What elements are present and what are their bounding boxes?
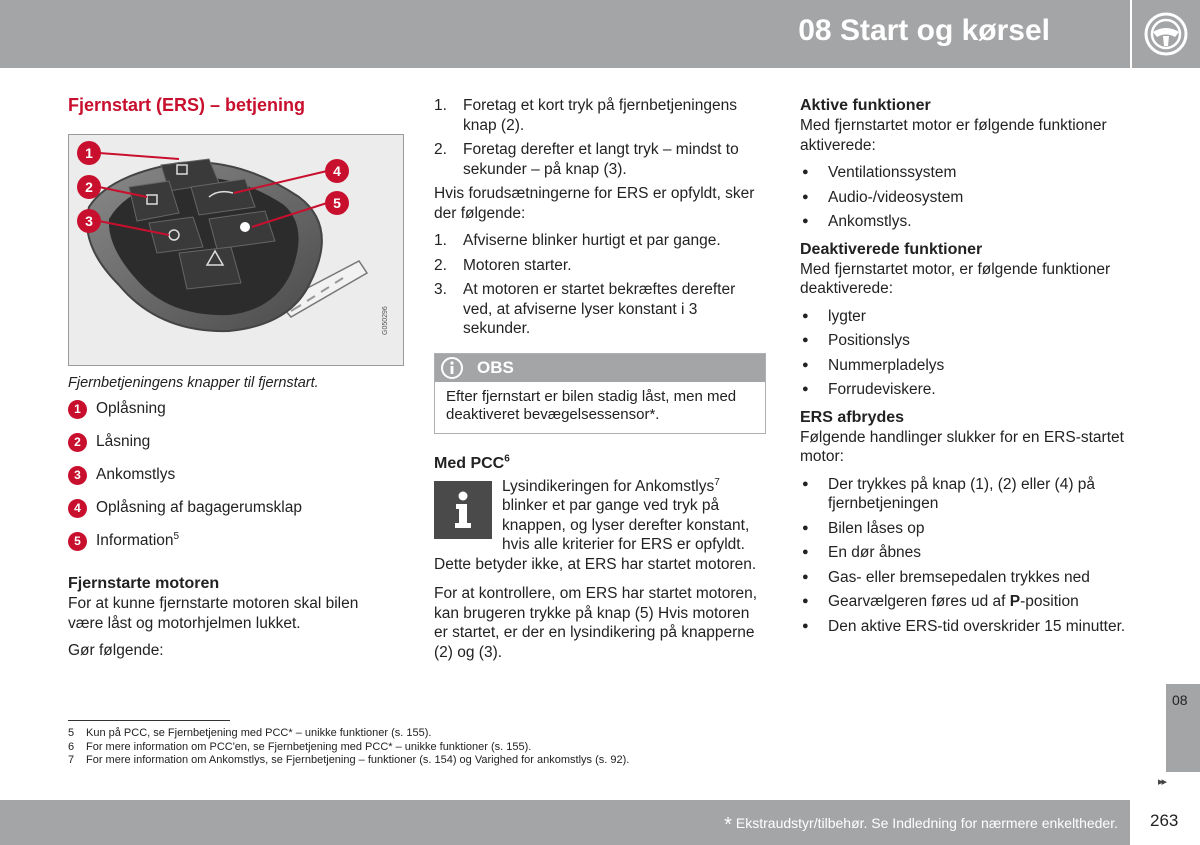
section-title: Fjernstart (ERS) – betjening xyxy=(68,95,306,115)
legend-number: 2 xyxy=(68,433,87,452)
legend-number: 1 xyxy=(68,400,87,419)
list-item: ● Ventilationssystem xyxy=(800,163,1130,183)
step-item xyxy=(434,96,766,135)
list-item: ● Positionslys xyxy=(800,331,1130,351)
callout-5 xyxy=(325,191,349,215)
pcc-text-b: blinker et par gange ved tryk på knappen, og lyser derefter konstant, hvis alle kriterier for ERS er opfyldt. xyxy=(502,497,750,553)
next-page-arrows-icon: ▸▸ xyxy=(1158,776,1166,788)
list-item: ● En dør åbnes xyxy=(800,543,1130,563)
paragraph: Med fjernstartet motor er følgende funktioner aktiverede: xyxy=(800,117,1107,154)
remote-key-illustration xyxy=(69,135,403,365)
paragraph: For at kontrollere, om ERS har startet motoren, kan brugeren trykke på knap (5) Hvis motoren er startet, er der en lysindikering på knapperne (2) og (3). xyxy=(434,585,758,661)
legend-label-text: Information xyxy=(96,532,174,549)
paragraph: Gør følgende: xyxy=(68,642,164,659)
subheading-deactivated: Deaktiverede funktioner xyxy=(800,240,983,258)
step-number: 2. xyxy=(434,141,447,158)
subheading-remote-start: Fjernstarte motoren xyxy=(68,575,220,592)
subheading-active: Aktive funktioner xyxy=(800,97,931,114)
footnote-ref: 7 xyxy=(714,476,720,488)
chapter-title: 08 Start og kørsel xyxy=(798,14,1050,47)
legend-number: 3 xyxy=(68,466,87,485)
column-right xyxy=(800,96,1130,644)
step-number: 3. xyxy=(434,281,447,298)
step-text: At motoren er startet bekræftes derefter ved, at afviserne lyser konstant i 3 sekunder. xyxy=(463,281,736,337)
asterisk: * xyxy=(724,814,732,836)
result-steps xyxy=(434,231,766,339)
list-item: ● lygter xyxy=(800,307,1130,327)
list-item: ● Audio-/videosystem xyxy=(800,188,1130,208)
svg-text:4: 4 xyxy=(333,162,341,179)
step-number: 2. xyxy=(434,256,447,274)
legend-label: Oplåsning xyxy=(96,400,166,417)
gear-text-a: Gearvælgeren føres ud af xyxy=(828,593,1010,610)
step-item xyxy=(434,231,766,251)
paragraph: For at kunne fjernstarte motoren skal bilen være låst og motorhjelmen lukket. xyxy=(68,595,359,632)
footnote-text: For mere information om Ankomstlys, se Fjernbetjening – funktioner (s. 154) og Varighed for ankomstlys (s. 92). xyxy=(86,754,630,766)
callout-2 xyxy=(77,175,101,199)
figure-caption: Fjernbetjeningens knapper til fjernstart. xyxy=(68,374,319,391)
figure-code: G050296 xyxy=(382,305,389,335)
legend-item xyxy=(68,432,378,465)
obs-header xyxy=(435,354,765,382)
footnote-ref: 6 xyxy=(504,453,510,465)
chapter-tab xyxy=(1166,684,1200,772)
obs-label: OBS xyxy=(477,357,514,377)
footnote-rule xyxy=(68,720,230,721)
gear-text-c: -position xyxy=(1020,593,1079,610)
subheading-ers-abort: ERS afbrydes xyxy=(800,408,905,426)
step-text: Foretag et kort tryk på fjernbetjeningens knap (2). xyxy=(463,97,737,134)
step-number: 1. xyxy=(434,97,447,114)
legend-item xyxy=(68,498,378,531)
start-steps xyxy=(434,96,766,179)
list-item: ● Gas- eller bremsepedalen trykkes ned xyxy=(800,568,1130,588)
paragraph: Dette betyder ikke, at ERS har startet motoren. xyxy=(434,555,757,573)
footnote xyxy=(68,741,629,755)
obs-note-box xyxy=(434,353,766,434)
footnotes xyxy=(68,727,629,768)
list-item xyxy=(800,592,1130,612)
callout-3 xyxy=(77,209,101,233)
svg-text:2: 2 xyxy=(85,178,93,195)
active-list xyxy=(800,163,1130,232)
footnote xyxy=(68,727,629,741)
chapter-tab-label: 08 xyxy=(1172,692,1188,708)
pcc-heading-text: Med PCC xyxy=(434,454,505,472)
legend-label: Låsning xyxy=(96,433,151,450)
svg-text:1: 1 xyxy=(85,144,93,161)
pcc-text xyxy=(502,477,766,555)
page-number-box xyxy=(1132,800,1200,845)
legend-label xyxy=(96,531,179,551)
footnote xyxy=(68,754,629,768)
footnote-ref: 5 xyxy=(173,530,180,542)
step-item xyxy=(434,280,766,339)
gear-text-b: P xyxy=(1009,593,1021,610)
legend-label: Ankomstlys xyxy=(96,466,176,483)
step-number: 1. xyxy=(434,232,447,249)
header-bar xyxy=(0,0,1130,68)
remote-key-figure xyxy=(68,134,404,366)
subheading-pcc xyxy=(434,454,766,474)
callout-1 xyxy=(77,141,101,165)
legend-item xyxy=(68,465,378,498)
list-item: ● Ankomstlys. xyxy=(800,212,1130,232)
footnote-text: For mere information om PCC'en, se Fjernbetjening med PCC* – unikke funktioner (s. 155). xyxy=(86,740,532,753)
footnote-text: Kun på PCC, se Fjernbetjening med PCC* – unikke funktioner (s. 155). xyxy=(86,727,432,739)
list-item: ● Forrudeviskere. xyxy=(800,380,1130,400)
legend-label: Oplåsning af bagagerumsklap xyxy=(96,499,302,516)
footnote-number: 6 xyxy=(68,740,75,753)
paragraph: Hvis forudsætningerne for ERS er opfyldt, sker der følgende: xyxy=(434,185,755,222)
footnote-number: 7 xyxy=(68,754,75,766)
list-item: ● Nummerpladelys xyxy=(800,356,1130,376)
legend-item xyxy=(68,531,378,564)
step-text: Foretag derefter et langt tryk – mindst to sekunder – på knap (3). xyxy=(463,141,739,178)
button-legend xyxy=(68,399,378,564)
pcc-text-a: Lysindikeringen for Ankomstlys xyxy=(502,477,715,495)
list-item: ● Den aktive ERS-tid overskrider 15 minutter. xyxy=(800,617,1130,637)
svg-text:5: 5 xyxy=(333,194,341,211)
abort-list xyxy=(800,475,1130,637)
obs-body: Efter fjernstart er bilen stadig låst, men med deaktiveret bevægelsessensor*. xyxy=(446,387,737,423)
list-item: ● Der trykkes på knap (1), (2) eller (4) på fjernbetjeningen xyxy=(800,475,1130,514)
svg-text:3: 3 xyxy=(85,212,93,229)
step-text: Motoren starter. xyxy=(463,256,572,274)
step-text: Afviserne blinker hurtigt et par gange. xyxy=(463,232,721,249)
info-circle-icon xyxy=(440,356,464,380)
paragraph: Følgende handlinger slukker for en ERS-startet motor: xyxy=(800,428,1124,465)
footnote-number: 5 xyxy=(68,727,75,739)
page-number: 263 xyxy=(1150,811,1179,830)
step-item xyxy=(434,256,766,276)
info-square-icon xyxy=(434,481,492,539)
legend-number: 4 xyxy=(68,499,87,518)
header-icon-box xyxy=(1132,0,1200,68)
column-left xyxy=(68,95,389,661)
footer-bar xyxy=(0,800,1130,845)
legend-number: 5 xyxy=(68,532,87,551)
list-item: ● Bilen låses op xyxy=(800,519,1130,539)
pcc-info-block xyxy=(434,477,766,555)
column-middle xyxy=(434,96,766,662)
footer-note xyxy=(724,814,1118,837)
step-item xyxy=(434,140,766,179)
steering-wheel-icon xyxy=(1144,12,1188,56)
callout-4 xyxy=(325,159,349,183)
deactivated-list xyxy=(800,307,1130,400)
footer-note-text: Ekstraudstyr/tilbehør. Se Indledning for nærmere enkeltheder. xyxy=(735,815,1118,831)
legend-item xyxy=(68,399,378,432)
paragraph: Med fjernstartet motor, er følgende funktioner deaktiverede: xyxy=(800,260,1111,297)
